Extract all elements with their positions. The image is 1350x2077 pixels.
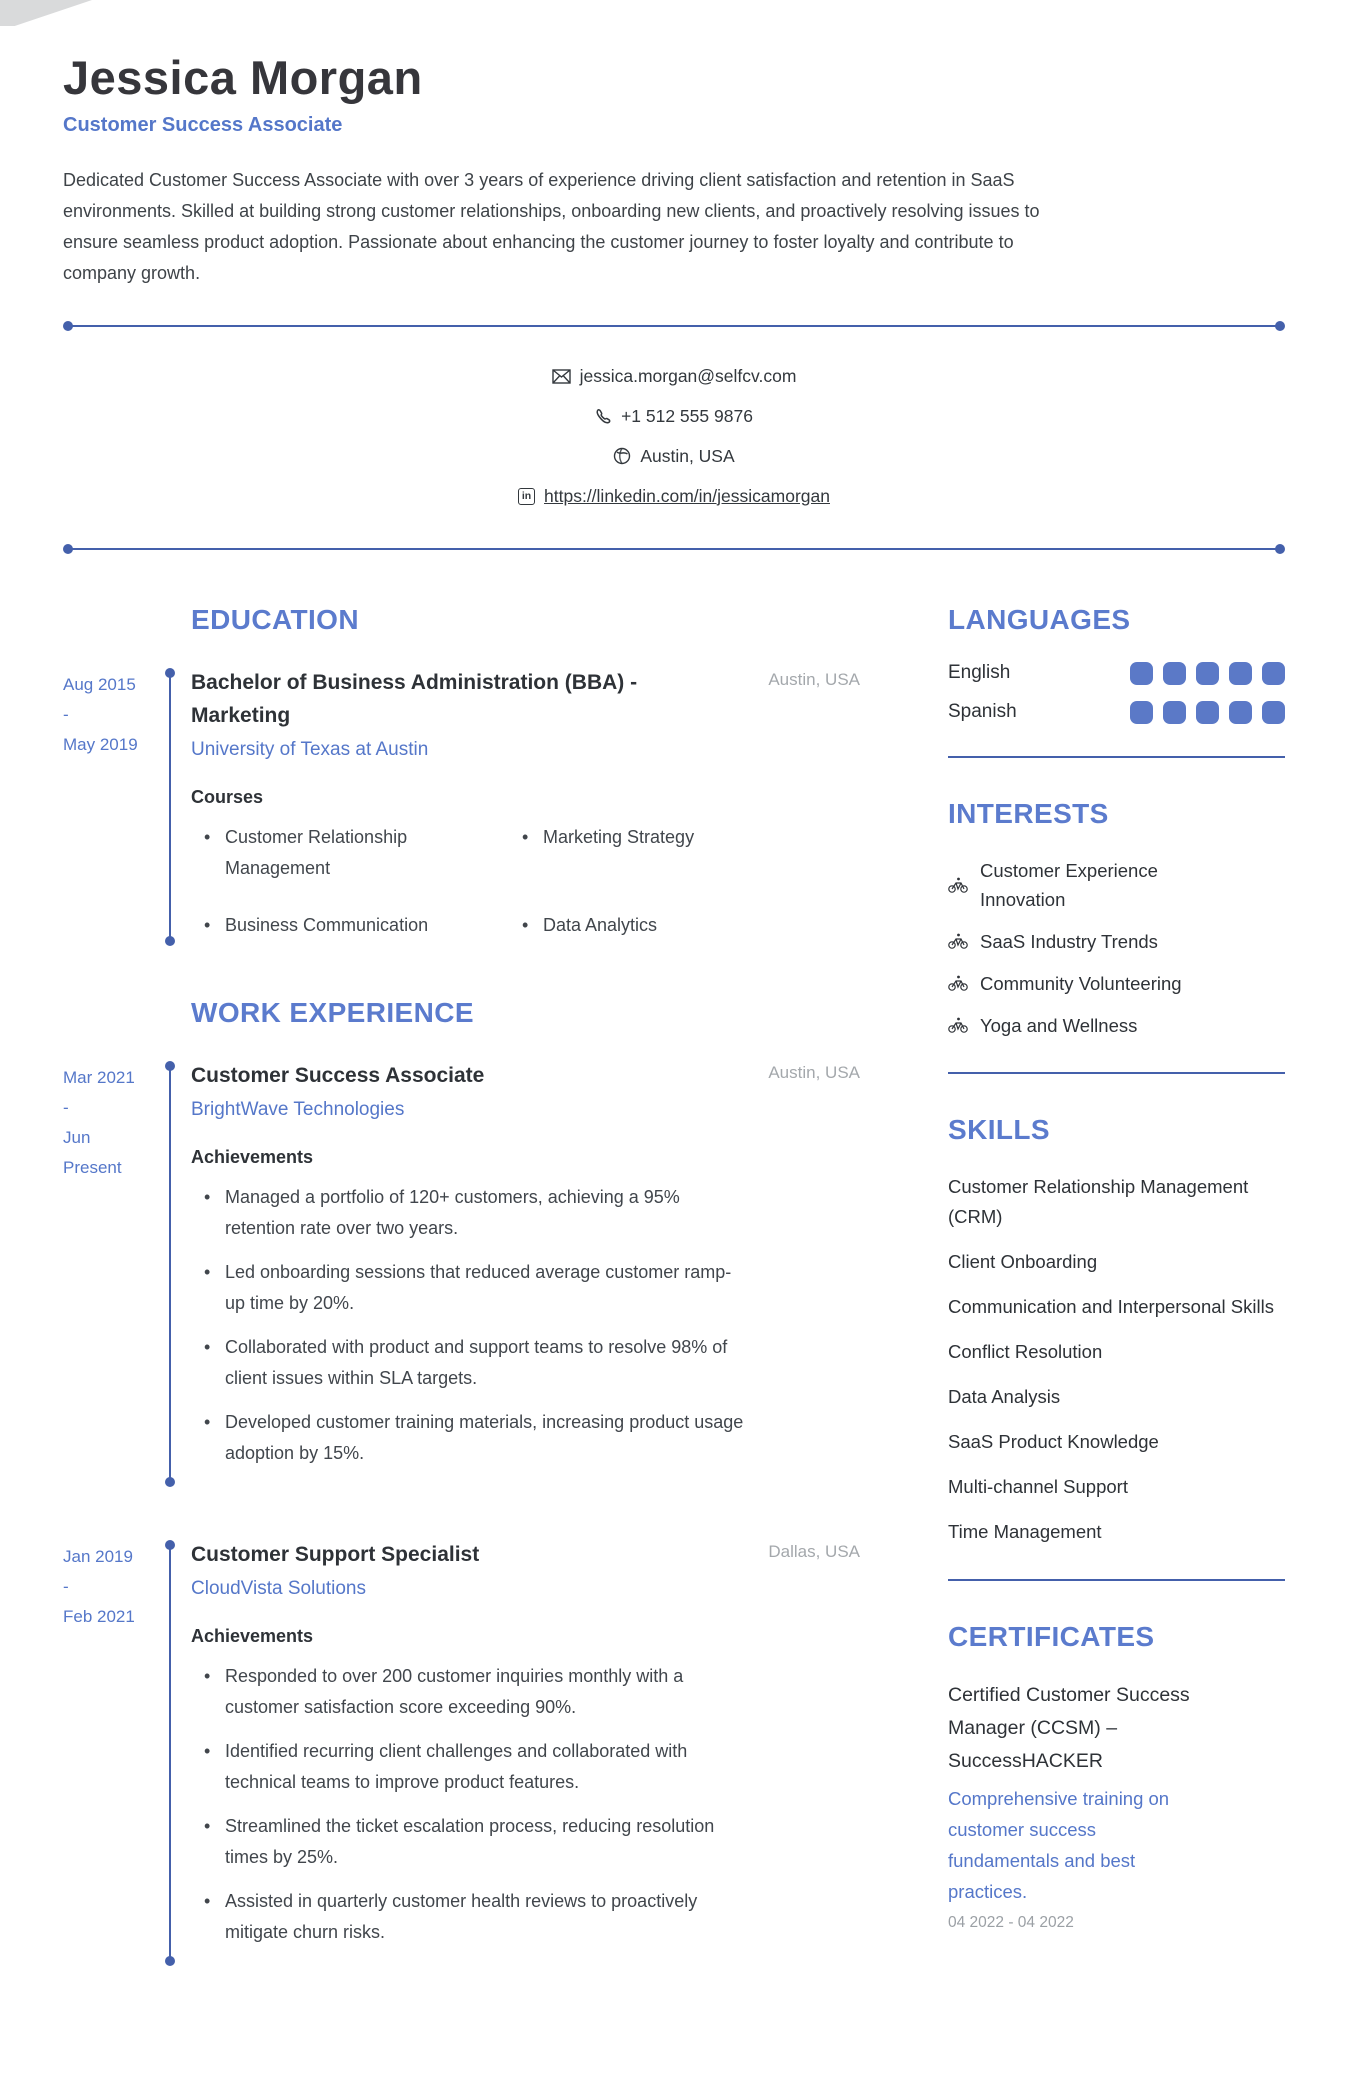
achievement-item: • Assisted in quarterly customer health reviews to proactively mitigate churn risks. (191, 1886, 751, 1948)
contact-phone-row (63, 406, 1285, 427)
level-square (1163, 701, 1186, 724)
language-name: Spanish (948, 701, 1017, 723)
interest-item (948, 856, 1285, 914)
date-line: Present (63, 1157, 122, 1177)
profile-summary: Dedicated Customer Success Associate with over 3 years of experience driving client satisfaction and retention in SaaS environments. Skilled at building strong customer relationships, onboarding new clients, and proactively resolving issues to ensure seamless product adoption. Passionate about enhancing the customer journey to foster loyalty and contribute to company growth. (63, 169, 1040, 283)
education-body (191, 666, 860, 941)
level-square (1196, 662, 1219, 685)
email-value: jessica.morgan@selfcv.com (579, 365, 797, 386)
interest-label: Customer Experience Innovation (980, 859, 1158, 910)
date-line: Feb 2021 (63, 1606, 135, 1626)
skill-item: Multi-channel Support (948, 1475, 1128, 1497)
level-square (1262, 662, 1285, 685)
skills-heading: SKILLS (948, 1113, 1050, 1145)
job-head (191, 1538, 860, 1571)
contact-linkedin-row (63, 486, 1285, 507)
date-line: May 2019 (63, 734, 138, 754)
globe-icon (613, 447, 631, 465)
linkedin-link[interactable]: https://linkedin.com/in/jessicamorgan (544, 485, 830, 506)
degree-title: Bachelor of Business Administration (BBA) - Marketing (191, 670, 638, 727)
section-divider (948, 1579, 1285, 1581)
contact-email-row (63, 366, 1285, 387)
timeline-line (169, 1069, 171, 1482)
course-item: • Customer Relationship Management (191, 822, 491, 884)
language-row (948, 662, 1285, 685)
courses-label: Courses (191, 786, 264, 807)
certificate-description: Comprehensive training on customer success fundamentals and best practices. (948, 1787, 1170, 1902)
achievements-list (191, 1661, 860, 1948)
language-level (1130, 701, 1285, 724)
person-job-title: Customer Success Associate (63, 113, 343, 136)
achievement-item: • Managed a portfolio of 120+ customers, achieving a 95% retention rate over two years. (191, 1182, 751, 1244)
languages-heading: LANGUAGES (948, 603, 1131, 635)
timeline-line (169, 676, 171, 941)
interests-heading: INTERESTS (948, 797, 1109, 829)
experience-heading: WORK EXPERIENCE (191, 996, 474, 1028)
company-name: BrightWave Technologies (191, 1098, 405, 1120)
level-square (1163, 662, 1186, 685)
date-line: Jun (63, 1127, 91, 1147)
date-line: Aug 2015 (63, 674, 136, 694)
achievement-item: • Led onboarding sessions that reduced average customer ramp-up time by 20%. (191, 1257, 751, 1319)
education-entry (63, 666, 860, 941)
timeline (151, 666, 191, 941)
divider-dot (1275, 321, 1285, 331)
education-location: Austin, USA (768, 669, 860, 689)
interest-label: Yoga and Wellness (980, 1014, 1138, 1036)
achievement-item: • Collaborated with product and support teams to resolve 98% of client issues within SLA targets. (191, 1332, 751, 1394)
contact-location-row (63, 446, 1285, 467)
contact-divider-bottom (63, 544, 1285, 554)
date-line: - (63, 1097, 69, 1117)
job-title: Customer Support Specialist (191, 1542, 480, 1566)
interest-item (948, 927, 1285, 956)
course-item: • Data Analytics (509, 910, 860, 941)
phone-value: +1 512 555 9876 (621, 405, 753, 426)
divider-line (72, 548, 1276, 550)
date-line: - (63, 1576, 69, 1596)
section-divider (948, 1072, 1285, 1074)
email-icon (552, 369, 571, 384)
achievements-label: Achievements (191, 1146, 314, 1167)
education-head (191, 666, 860, 732)
skill-item: Data Analysis (948, 1385, 1061, 1407)
interest-item (948, 1011, 1285, 1040)
job-head (191, 1059, 860, 1092)
level-square (1130, 701, 1153, 724)
achievements-label: Achievements (191, 1625, 314, 1646)
job-location: Austin, USA (768, 1062, 860, 1082)
level-square (1229, 701, 1252, 724)
course-item: • Business Communication (191, 910, 491, 941)
divider-line (72, 325, 1276, 327)
section-divider (948, 756, 1285, 758)
date-line: Mar 2021 (63, 1067, 135, 1087)
timeline-dot (165, 936, 175, 946)
date-line: - (63, 704, 69, 724)
cyclist-icon (948, 933, 968, 949)
skill-item: Time Management (948, 1520, 1102, 1542)
timeline-dot (165, 1477, 175, 1487)
contact-divider-top (63, 321, 1285, 331)
education-heading: EDUCATION (191, 603, 359, 635)
timeline-line (169, 1548, 171, 1961)
divider-dot (1275, 544, 1285, 554)
achievements-list (191, 1182, 860, 1469)
contact-rows (63, 331, 1285, 538)
skill-item: Client Onboarding (948, 1250, 1098, 1272)
cyclist-icon (948, 1017, 968, 1033)
level-square (1262, 701, 1285, 724)
job-location: Dallas, USA (768, 1541, 860, 1561)
education-dates (63, 666, 151, 941)
right-column (948, 604, 1285, 2017)
level-square (1130, 662, 1153, 685)
achievement-item: • Developed customer training materials, increasing product usage adoption by 15%. (191, 1407, 751, 1469)
interest-label: Community Volunteering (980, 972, 1182, 994)
interest-label: SaaS Industry Trends (980, 930, 1158, 952)
language-level (1130, 662, 1285, 685)
header (63, 52, 1285, 289)
certificate-date: 04 2022 - 04 2022 (948, 1913, 1074, 1931)
job-dates (63, 1059, 151, 1482)
courses-list (191, 822, 860, 941)
linkedin-icon: in (518, 488, 535, 505)
person-name: Jessica Morgan (63, 51, 423, 104)
certificates-heading: CERTIFICATES (948, 1620, 1155, 1652)
job-entry (63, 1059, 860, 1482)
date-line: Jan 2019 (63, 1546, 133, 1566)
cyclist-icon (948, 877, 968, 893)
skill-item: Conflict Resolution (948, 1340, 1103, 1362)
language-row (948, 701, 1285, 724)
interest-item (948, 969, 1285, 998)
language-name: English (948, 662, 1011, 684)
timeline-dot (165, 1956, 175, 1966)
skill-item: Customer Relationship Management (CRM) (948, 1175, 1249, 1227)
job-dates (63, 1538, 151, 1961)
level-square (1196, 701, 1219, 724)
achievement-item: • Streamlined the ticket escalation process, reducing resolution times by 25%. (191, 1811, 751, 1873)
certificate-name: Certified Customer Success Manager (CCSM) – SuccessHACKER (948, 1683, 1190, 1772)
achievement-item: • Identified recurring client challenges and collaborated with technical teams to improve product features. (191, 1736, 751, 1798)
contact-section (63, 321, 1285, 554)
job-entry (63, 1538, 860, 1961)
school-name: University of Texas at Austin (191, 738, 429, 760)
page-corner-fold (0, 0, 92, 26)
timeline (151, 1538, 191, 1961)
location-value: Austin, USA (640, 445, 735, 466)
timeline (151, 1059, 191, 1482)
skill-item: SaaS Product Knowledge (948, 1430, 1159, 1452)
job-title: Customer Success Associate (191, 1063, 485, 1087)
main-content (63, 604, 1285, 2017)
cyclist-icon (948, 975, 968, 991)
level-square (1229, 662, 1252, 685)
left-column (63, 604, 860, 2017)
phone-icon (595, 408, 612, 425)
achievement-item: • Responded to over 200 customer inquiries monthly with a customer satisfaction score exceeding 90%. (191, 1661, 751, 1723)
company-name: CloudVista Solutions (191, 1577, 366, 1599)
job-body (191, 1059, 860, 1482)
course-item: • Marketing Strategy (509, 822, 860, 884)
job-body (191, 1538, 860, 1961)
skill-item: Communication and Interpersonal Skills (948, 1295, 1274, 1317)
